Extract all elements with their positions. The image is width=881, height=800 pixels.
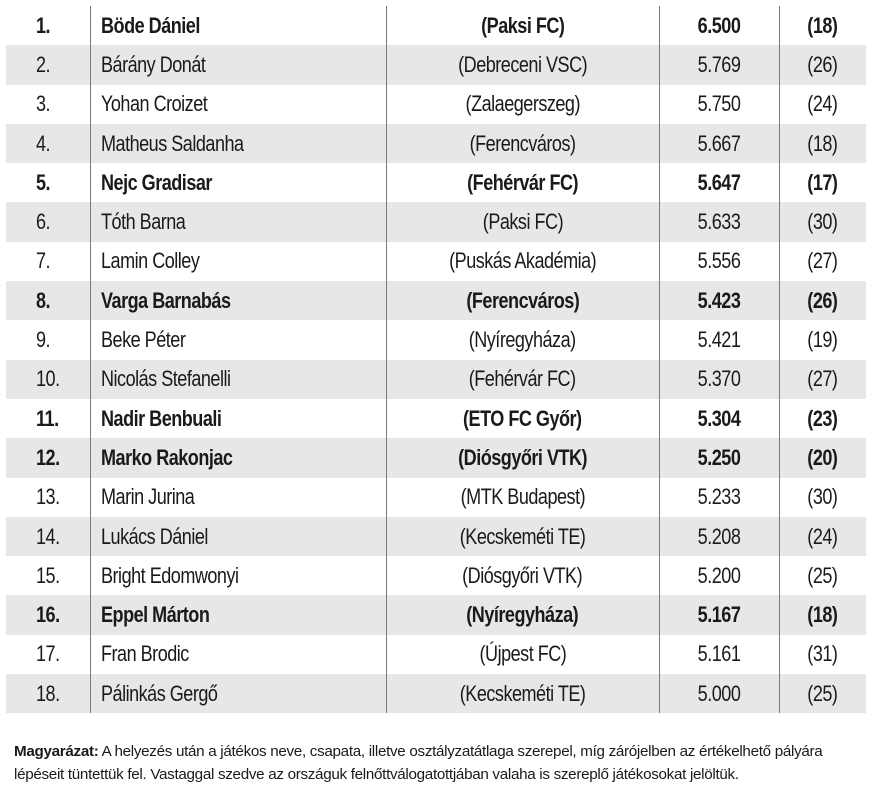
average-rating-cell	[659, 163, 779, 202]
team-cell-text: (MTK Budapest)	[460, 484, 585, 510]
rank-cell-text: 16.	[36, 602, 60, 628]
average-rating-cell-text: 5.000	[697, 680, 741, 706]
average-rating-cell	[659, 242, 779, 281]
team-cell-text: (Zalaegerszeg)	[465, 91, 580, 117]
rank-cell-text: 6.	[36, 209, 51, 235]
table-row	[6, 202, 866, 241]
rank-cell	[6, 45, 90, 84]
table-row	[6, 85, 866, 124]
average-rating-cell	[659, 635, 779, 674]
appearances-cell	[779, 595, 866, 634]
player-name-cell-text: Varga Barnabás	[100, 287, 230, 313]
team-cell	[386, 399, 659, 438]
team-cell	[386, 360, 659, 399]
player-name-cell	[90, 438, 386, 477]
ranking-table	[6, 6, 866, 713]
rank-cell-text: 18.	[36, 680, 60, 706]
rank-cell-text: 17.	[36, 641, 60, 667]
table-row	[6, 124, 866, 163]
appearances-cell-text: (24)	[807, 523, 838, 549]
rank-cell-text: 4.	[36, 130, 51, 156]
team-cell-text: (Kecskeméti TE)	[459, 523, 586, 549]
team-cell	[386, 556, 659, 595]
team-cell	[386, 595, 659, 634]
average-rating-cell-text: 6.500	[697, 12, 741, 38]
average-rating-cell	[659, 517, 779, 556]
table-row	[6, 635, 866, 674]
team-cell	[386, 202, 659, 241]
average-rating-cell-text: 5.167	[697, 602, 741, 628]
rank-cell	[6, 281, 90, 320]
appearances-cell-text: (30)	[807, 484, 838, 510]
appearances-cell-text: (18)	[807, 12, 838, 38]
player-name-cell-text: Yohan Croizet	[100, 91, 207, 117]
team-cell-text: (Fehérvár FC)	[469, 366, 576, 392]
average-rating-cell	[659, 6, 779, 45]
rank-cell-text: 1.	[36, 12, 51, 38]
player-name-cell	[90, 399, 386, 438]
appearances-cell-text: (25)	[807, 680, 838, 706]
player-name-cell	[90, 45, 386, 84]
rank-cell-text: 3.	[36, 91, 51, 117]
player-name-cell-text: Eppel Márton	[100, 602, 209, 628]
team-cell-text: (Nyíregyháza)	[469, 327, 576, 353]
player-name-cell	[90, 124, 386, 163]
appearances-cell	[779, 674, 866, 713]
rank-cell	[6, 360, 90, 399]
rank-cell	[6, 517, 90, 556]
average-rating-cell	[659, 674, 779, 713]
appearances-cell	[779, 635, 866, 674]
team-cell-text: (Ferencváros)	[469, 130, 576, 156]
player-name-cell-text: Bright Edomwonyi	[100, 562, 239, 588]
rank-cell-text: 14.	[36, 523, 60, 549]
player-name-cell	[90, 478, 386, 517]
rank-cell	[6, 320, 90, 359]
appearances-cell-text: (26)	[807, 287, 838, 313]
explanation-label: Magyarázat:	[14, 743, 99, 760]
appearances-cell-text: (17)	[807, 169, 838, 195]
average-rating-cell	[659, 556, 779, 595]
appearances-cell	[779, 281, 866, 320]
average-rating-cell-text: 5.208	[697, 523, 741, 549]
player-name-cell-text: Nadir Benbuali	[100, 405, 221, 431]
team-cell	[386, 45, 659, 84]
average-rating-cell	[659, 281, 779, 320]
appearances-cell-text: (27)	[807, 248, 838, 274]
player-name-cell	[90, 674, 386, 713]
rank-cell-text: 2.	[36, 51, 51, 77]
rank-cell-text: 9.	[36, 327, 51, 353]
player-name-cell	[90, 360, 386, 399]
average-rating-cell	[659, 320, 779, 359]
rank-cell-text: 11.	[36, 405, 59, 431]
rank-cell	[6, 202, 90, 241]
appearances-cell	[779, 438, 866, 477]
appearances-cell	[779, 478, 866, 517]
average-rating-cell-text: 5.421	[697, 327, 741, 353]
average-rating-cell-text: 5.769	[697, 51, 741, 77]
average-rating-cell	[659, 438, 779, 477]
appearances-cell	[779, 320, 866, 359]
player-name-cell-text: Marin Jurina	[100, 484, 194, 510]
player-name-cell-text: Lukács Dániel	[100, 523, 208, 549]
average-rating-cell-text: 5.233	[697, 484, 741, 510]
appearances-cell-text: (27)	[807, 366, 838, 392]
rank-cell	[6, 438, 90, 477]
rank-cell	[6, 163, 90, 202]
player-name-cell	[90, 85, 386, 124]
average-rating-cell	[659, 124, 779, 163]
team-cell	[386, 674, 659, 713]
team-cell-text: (Diósgyőri VTK)	[462, 562, 583, 588]
appearances-cell	[779, 517, 866, 556]
player-name-cell	[90, 635, 386, 674]
ranking-rows	[6, 6, 866, 713]
appearances-cell-text: (30)	[807, 209, 838, 235]
team-cell	[386, 438, 659, 477]
appearances-cell-text: (18)	[807, 602, 838, 628]
rank-cell	[6, 556, 90, 595]
team-cell	[386, 163, 659, 202]
appearances-cell	[779, 85, 866, 124]
appearances-cell	[779, 202, 866, 241]
table-row	[6, 438, 866, 477]
team-cell	[386, 478, 659, 517]
appearances-cell	[779, 163, 866, 202]
average-rating-cell	[659, 595, 779, 634]
player-name-cell-text: Beke Péter	[100, 327, 185, 353]
rank-cell	[6, 635, 90, 674]
average-rating-cell-text: 5.370	[697, 366, 741, 392]
rank-cell	[6, 85, 90, 124]
team-cell	[386, 517, 659, 556]
appearances-cell-text: (24)	[807, 91, 838, 117]
player-name-cell	[90, 242, 386, 281]
table-row	[6, 163, 866, 202]
average-rating-cell-text: 5.667	[697, 130, 741, 156]
team-cell	[386, 281, 659, 320]
team-cell-text: (Ferencváros)	[466, 287, 579, 313]
table-row	[6, 360, 866, 399]
average-rating-cell-text: 5.200	[697, 562, 741, 588]
average-rating-cell-text: 5.556	[697, 248, 741, 274]
player-name-cell-text: Nejc Gradisar	[100, 169, 212, 195]
appearances-cell-text: (26)	[807, 51, 838, 77]
rank-cell-text: 13.	[36, 484, 60, 510]
rank-cell-text: 8.	[36, 287, 51, 313]
player-name-cell	[90, 6, 386, 45]
table-row	[6, 399, 866, 438]
appearances-cell-text: (19)	[807, 327, 838, 353]
player-name-cell-text: Marko Rakonjac	[100, 444, 232, 470]
table-row	[6, 674, 866, 713]
rank-cell-text: 5.	[36, 169, 51, 195]
average-rating-cell	[659, 478, 779, 517]
team-cell	[386, 6, 659, 45]
average-rating-cell-text: 5.161	[697, 641, 741, 667]
team-cell-text: (Puskás Akadémia)	[448, 248, 597, 274]
average-rating-cell-text: 5.304	[697, 405, 741, 431]
team-cell-text: (Paksi FC)	[482, 209, 563, 235]
appearances-cell	[779, 399, 866, 438]
appearances-cell	[779, 124, 866, 163]
table-row	[6, 478, 866, 517]
rank-cell-text: 7.	[36, 248, 51, 274]
player-name-cell	[90, 556, 386, 595]
team-cell-text: (Újpest FC)	[479, 641, 566, 667]
player-name-cell	[90, 281, 386, 320]
table-row	[6, 242, 866, 281]
appearances-cell-text: (18)	[807, 130, 838, 156]
appearances-cell	[779, 242, 866, 281]
player-name-cell-text: Lamin Colley	[100, 248, 199, 274]
rank-cell-text: 15.	[36, 562, 60, 588]
team-cell	[386, 124, 659, 163]
table-row	[6, 320, 866, 359]
average-rating-cell-text: 5.633	[697, 209, 741, 235]
average-rating-cell	[659, 202, 779, 241]
team-cell	[386, 635, 659, 674]
player-name-cell-text: Pálinkás Gergő	[100, 680, 217, 706]
table-row	[6, 6, 866, 45]
rank-cell-text: 10.	[36, 366, 60, 392]
rank-cell	[6, 6, 90, 45]
team-cell-text: (Kecskeméti TE)	[459, 680, 586, 706]
average-rating-cell	[659, 360, 779, 399]
average-rating-cell	[659, 399, 779, 438]
team-cell-text: (Nyíregyháza)	[466, 602, 579, 628]
player-name-cell-text: Böde Dániel	[100, 12, 200, 38]
average-rating-cell-text: 5.647	[697, 169, 741, 195]
appearances-cell-text: (23)	[807, 405, 838, 431]
team-cell	[386, 320, 659, 359]
table-row	[6, 517, 866, 556]
team-cell	[386, 242, 659, 281]
table-row	[6, 595, 866, 634]
average-rating-cell	[659, 85, 779, 124]
appearances-cell	[779, 360, 866, 399]
player-name-cell-text: Bárány Donát	[100, 51, 205, 77]
player-name-cell	[90, 320, 386, 359]
player-name-cell	[90, 517, 386, 556]
table-row	[6, 281, 866, 320]
rank-cell-text: 12.	[36, 444, 60, 470]
explanation-text: A helyezés után a játékos neve, csapata, illetve osztályzatátlaga szerepel, míg zárójelben az értékelhető pályára lépéseit tüntettük fel. Vastaggal szedve az országuk felnőttválogatottjában valaha is szereplő játékosokat jelöltük.	[14, 743, 823, 783]
average-rating-cell-text: 5.750	[697, 91, 741, 117]
explanation-note	[14, 740, 872, 786]
player-name-cell	[90, 163, 386, 202]
rank-cell	[6, 478, 90, 517]
appearances-cell-text: (20)	[807, 444, 838, 470]
appearances-cell	[779, 45, 866, 84]
team-cell-text: (Fehérvár FC)	[467, 169, 578, 195]
team-cell-text: (Debreceni VSC)	[458, 51, 587, 77]
average-rating-cell-text: 5.250	[697, 444, 741, 470]
rank-cell	[6, 674, 90, 713]
team-cell-text: (Diósgyőri VTK)	[458, 444, 587, 470]
table-row	[6, 556, 866, 595]
rank-cell	[6, 399, 90, 438]
rank-cell	[6, 124, 90, 163]
player-name-cell-text: Matheus Saldanha	[100, 130, 244, 156]
player-name-cell	[90, 595, 386, 634]
rank-cell	[6, 595, 90, 634]
player-name-cell-text: Tóth Barna	[100, 209, 185, 235]
team-cell	[386, 85, 659, 124]
team-cell-text: (ETO FC Győr)	[463, 405, 582, 431]
player-name-cell-text: Fran Brodic	[100, 641, 189, 667]
appearances-cell-text: (25)	[807, 562, 838, 588]
average-rating-cell-text: 5.423	[697, 287, 741, 313]
appearances-cell-text: (31)	[807, 641, 838, 667]
appearances-cell	[779, 6, 866, 45]
table-row	[6, 45, 866, 84]
team-cell-text: (Paksi FC)	[480, 12, 565, 38]
average-rating-cell	[659, 45, 779, 84]
player-name-cell-text: Nicolás Stefanelli	[100, 366, 231, 392]
appearances-cell	[779, 556, 866, 595]
rank-cell	[6, 242, 90, 281]
player-name-cell	[90, 202, 386, 241]
